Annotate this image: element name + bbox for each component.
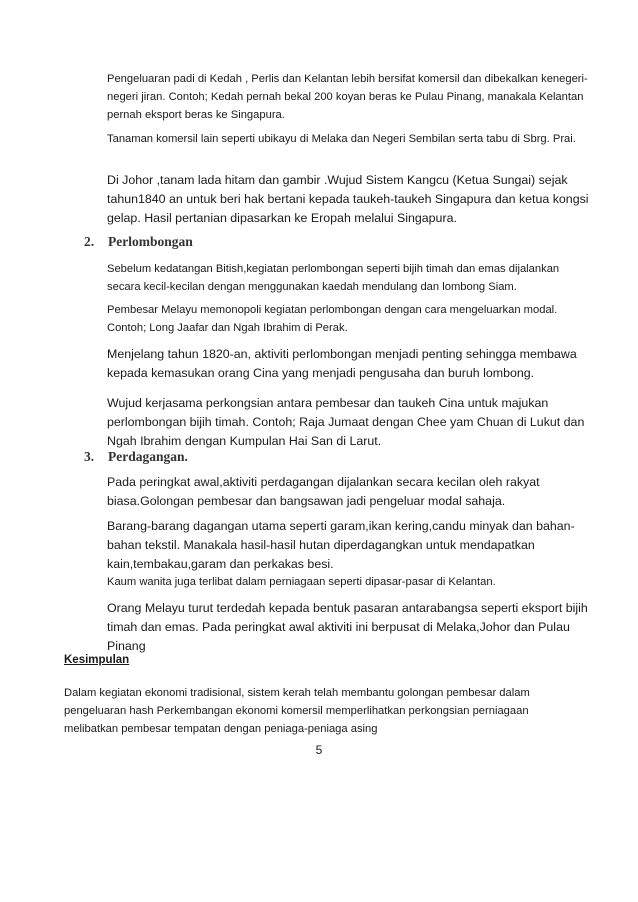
section-number: 2. — [84, 234, 95, 249]
paragraph-perdagangan-4: Orang Melayu turut terdedah kepada bentuk pasaran antarabangsa seperti eksport bijih timah dan emas. Pada peringkat awal aktiviti ini berpusat di Melaka,Johor dan Pulau Pinang — [107, 601, 588, 653]
page-number: 5 — [315, 743, 323, 757]
paragraph-perlombongan-4: Wujud kerjasama perkongsian antara pembesar dan taukeh Cina untuk majukan perlombongan bijih timah. Contoh; Raja Jumaat dengan Chee yam Chuan di Lukut dan Ngah Ibrahim dengan Kumpulan Hai San di Larut. — [107, 396, 585, 448]
paragraph-perlombongan-3: Menjelang tahun 1820-an, aktiviti perlombongan menjadi penting sehingga membawa kepada kemasukan orang Cina yang menjadi pengusaha dan buruh lombong. — [107, 347, 577, 380]
section-heading-perlombongan — [84, 234, 193, 250]
conclusion-title: Kesimpulan — [64, 654, 130, 666]
paragraph-perlombongan-2: Pembesar Melayu memonopoli kegiatan perlombongan dengan cara mengeluarkan modal. Contoh; Long Jaafar dan Ngah Ibrahim di Perak. — [107, 304, 558, 334]
paragraph-perdagangan-3: Kaum wanita juga terlibat dalam perniagaan seperti dipasar-pasar di Kelantan. — [107, 576, 496, 588]
paragraph-perdagangan-1: Pada peringkat awal,aktiviti perdagangan dijalankan secara kecilan oleh rakyat biasa.Golongan pembesar dan bangsawan jadi pengeluar modal sahaja. — [107, 475, 540, 508]
paragraph-perdagangan-2: Barang-barang dagangan utama seperti garam,ikan kering,candu minyak dan bahan-bahan tekstil. Manakala hasil-hasil hutan diperdagangkan untuk mendapatkan kain,tembakau,garam dan perkakas besi. — [107, 519, 575, 571]
section-number: 3. — [84, 449, 95, 464]
conclusion-text: Dalam kegiatan ekonomi tradisional, sistem kerah telah membantu golongan pembesar dalam pengeluaran hash Perkembangan ekonomi komersil memperlihatkan perkongsian perniagaan melibatkan pembesar tempatan dengan peniaga-peniaga asing — [64, 687, 530, 735]
paragraph-tanaman-komersil: Tanaman komersil lain seperti ubikayu di Melaka dan Negeri Sembilan serta tabu di Sbrg. Prai. — [107, 133, 576, 145]
section-title: Perdagangan. — [108, 449, 188, 464]
paragraph-johor: Di Johor ,tanam lada hitam dan gambir .Wujud Sistem Kangcu (Ketua Sungai) sejak tahun1840 an untuk beri hak bertani kepada taukeh-taukeh Singapura dan ketua kongsi gelap. Hasil pertanian dipasarkan ke Eropah melalui Singapura. — [107, 173, 589, 225]
paragraph-padi: Pengeluaran padi di Kedah , Perlis dan Kelantan lebih bersifat komersil dan dibekalkan kenegeri-negeri jiran. Contoh; Kedah pernah bekal 200 koyan beras ke Pulau Pinang, manakala Kelantan pernah eksport beras ke Singapura. — [107, 73, 588, 121]
section-heading-perdagangan — [84, 449, 188, 465]
section-title: Perlombongan — [108, 234, 193, 249]
paragraph-perlombongan-1: Sebelum kedatangan Bitish,kegiatan perlombongan seperti bijih timah dan emas dijalankan secara kecil-kecilan dengan menggunakan kaedah mendulang dan lombong Siam. — [107, 263, 560, 293]
